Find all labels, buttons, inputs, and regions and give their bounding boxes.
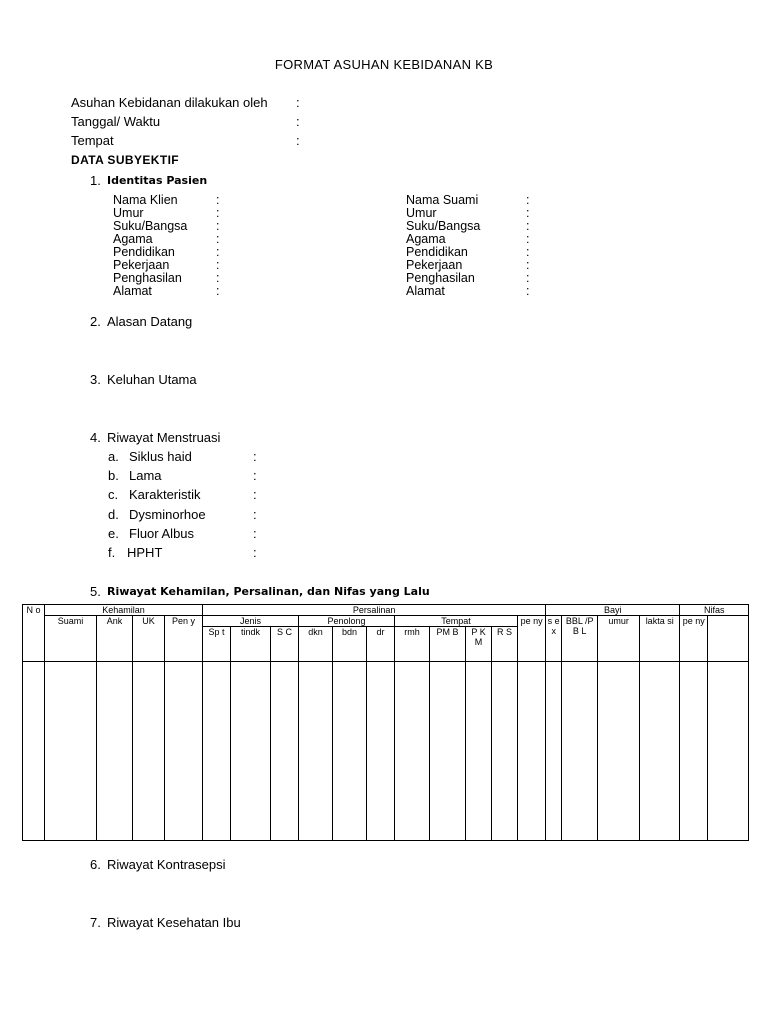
col-header-tempat: Tempat — [395, 616, 518, 627]
meta-label-tempat: Tempat — [71, 133, 114, 148]
col-header-pkm: P K M — [466, 627, 492, 662]
client-field-colon: : — [216, 193, 220, 207]
col-header-peny-persalinan: pe ny — [518, 616, 546, 662]
table-cell — [492, 662, 518, 841]
husband-field-label: Pekerjaan — [406, 258, 463, 272]
meta-label-asuhan: Asuhan Kebidanan dilakukan oleh — [71, 95, 268, 110]
item-number-riwayat-kehamilan: 5. — [90, 584, 101, 599]
table-cell — [165, 662, 203, 841]
husband-field-colon: : — [526, 232, 530, 246]
client-field-label: Umur — [113, 206, 144, 220]
client-field-colon: : — [216, 245, 220, 259]
husband-field-label: Suku/Bangsa — [406, 219, 481, 233]
sub-label: Dysminorhoe — [129, 507, 206, 522]
sub-colon: : — [253, 526, 257, 541]
sub-letter: c. — [108, 487, 119, 502]
table-cell — [231, 662, 271, 841]
col-header-dkn: dkn — [299, 627, 333, 662]
sub-letter: d. — [108, 507, 119, 522]
sub-colon: : — [253, 468, 257, 483]
client-field-colon: : — [216, 284, 220, 298]
item-number-kesehatan: 7. — [90, 915, 101, 930]
table-cell — [430, 662, 466, 841]
meta-colon-asuhan: : — [296, 95, 300, 110]
sub-colon: : — [253, 545, 257, 560]
meta-label-tanggal: Tanggal/ Waktu — [71, 114, 161, 129]
sub-letter: e. — [108, 526, 119, 541]
husband-field-label: Alamat — [406, 284, 445, 298]
table-cell — [133, 662, 165, 841]
client-field-colon: : — [216, 206, 220, 220]
table-cell — [271, 662, 299, 841]
col-header-spt: Sp t — [203, 627, 231, 662]
col-header-peny-kehamilan: Pen y — [165, 616, 203, 662]
col-header-sc: S C — [271, 627, 299, 662]
col-header-dr: dr — [367, 627, 395, 662]
sub-letter: b. — [108, 468, 119, 483]
sub-colon: : — [253, 507, 257, 522]
item-label-kontrasepsi: Riwayat Kontrasepsi — [107, 857, 226, 872]
item-label-alasan: Alasan Datang — [107, 314, 193, 329]
table-cell — [395, 662, 430, 841]
col-header-tindk: tindk — [231, 627, 271, 662]
table-cell — [562, 662, 598, 841]
sub-letter: f. — [108, 545, 116, 560]
sub-label: Lama — [129, 468, 162, 483]
meta-colon-tempat: : — [296, 133, 300, 148]
sub-label: HPHT — [127, 545, 163, 560]
sub-colon: : — [253, 487, 257, 502]
client-field-label: Pendidikan — [113, 245, 175, 259]
table-cell — [45, 662, 97, 841]
col-header-persalinan: Persalinan — [203, 605, 546, 616]
item-number-keluhan: 3. — [90, 372, 101, 387]
table-cell — [466, 662, 492, 841]
sub-letter: a. — [108, 449, 119, 464]
col-header-laktasi: lakta si — [640, 616, 680, 662]
client-field-label: Pekerjaan — [113, 258, 170, 272]
table-row — [23, 662, 749, 841]
col-header-suami: Suami — [45, 616, 97, 662]
husband-field-label: Agama — [406, 232, 446, 246]
table-cell — [546, 662, 562, 841]
item-label-keluhan: Keluhan Utama — [107, 372, 197, 387]
identitas-heading: Identitas Pasien — [107, 174, 208, 187]
client-field-label: Nama Klien — [113, 193, 178, 207]
col-header-rs: R S — [492, 627, 518, 662]
col-header-bayi: Bayi — [546, 605, 680, 616]
col-header-no: N o — [23, 605, 45, 662]
col-header-penolong: Penolong — [299, 616, 395, 627]
table-cell — [680, 662, 708, 841]
col-header-ank: Ank — [97, 616, 133, 662]
table-cell — [367, 662, 395, 841]
table-cell — [299, 662, 333, 841]
col-header-pmb: PM B — [430, 627, 466, 662]
meta-colon-tanggal: : — [296, 114, 300, 129]
husband-field-colon: : — [526, 258, 530, 272]
husband-field-colon: : — [526, 284, 530, 298]
table-cell — [97, 662, 133, 841]
husband-field-colon: : — [526, 271, 530, 285]
table-cell — [518, 662, 546, 841]
client-field-label: Alamat — [113, 284, 152, 298]
client-field-colon: : — [216, 258, 220, 272]
husband-field-colon: : — [526, 193, 530, 207]
client-field-colon: : — [216, 271, 220, 285]
page-title: FORMAT ASUHAN KEBIDANAN KB — [274, 57, 494, 72]
item-label-riwayat-kehamilan: Riwayat Kehamilan, Persalinan, dan Nifas yang Lalu — [107, 585, 430, 598]
item-number-alasan: 2. — [90, 314, 101, 329]
sub-colon: : — [253, 449, 257, 464]
col-header-umur: umur — [598, 616, 640, 662]
husband-field-label: Pendidikan — [406, 245, 468, 259]
col-header-kehamilan: Kehamilan — [45, 605, 203, 616]
col-header-peny-nifas: pe ny — [680, 616, 708, 662]
table-cell — [203, 662, 231, 841]
history-table — [22, 604, 749, 841]
col-header-uk: UK — [133, 616, 165, 662]
client-field-colon: : — [216, 219, 220, 233]
table-cell — [23, 662, 45, 841]
item-number-kontrasepsi: 6. — [90, 857, 101, 872]
husband-field-colon: : — [526, 206, 530, 220]
col-header-sex: s e x — [546, 616, 562, 662]
table-cell — [708, 662, 749, 841]
client-field-label: Agama — [113, 232, 153, 246]
client-field-label: Penghasilan — [113, 271, 182, 285]
item-number-menstruasi: 4. — [90, 430, 101, 445]
husband-field-label: Umur — [406, 206, 437, 220]
col-header-jenis: Jenis — [203, 616, 299, 627]
col-header-bbl-pbl: BBL /PB L — [562, 616, 598, 662]
husband-field-colon: : — [526, 219, 530, 233]
col-header-bdn: bdn — [333, 627, 367, 662]
sub-label: Fluor Albus — [129, 526, 195, 541]
item-label-menstruasi: Riwayat Menstruasi — [107, 430, 221, 445]
sub-label: Siklus haid — [129, 449, 192, 464]
item-label-kesehatan: Riwayat Kesehatan Ibu — [107, 915, 241, 930]
husband-field-label: Penghasilan — [406, 271, 475, 285]
table-cell — [598, 662, 640, 841]
section-heading-subyektif: DATA SUBYEKTIF — [71, 153, 180, 167]
col-header-nifas: Nifas — [680, 605, 749, 616]
client-field-label: Suku/Bangsa — [113, 219, 188, 233]
client-field-colon: : — [216, 232, 220, 246]
table-cell — [333, 662, 367, 841]
sub-label: Karakteristik — [129, 487, 201, 502]
table-cell — [640, 662, 680, 841]
husband-field-label: Nama Suami — [406, 193, 479, 207]
husband-field-colon: : — [526, 245, 530, 259]
item-number-identitas: 1. — [90, 173, 101, 188]
col-header-rmh: rmh — [395, 627, 430, 662]
